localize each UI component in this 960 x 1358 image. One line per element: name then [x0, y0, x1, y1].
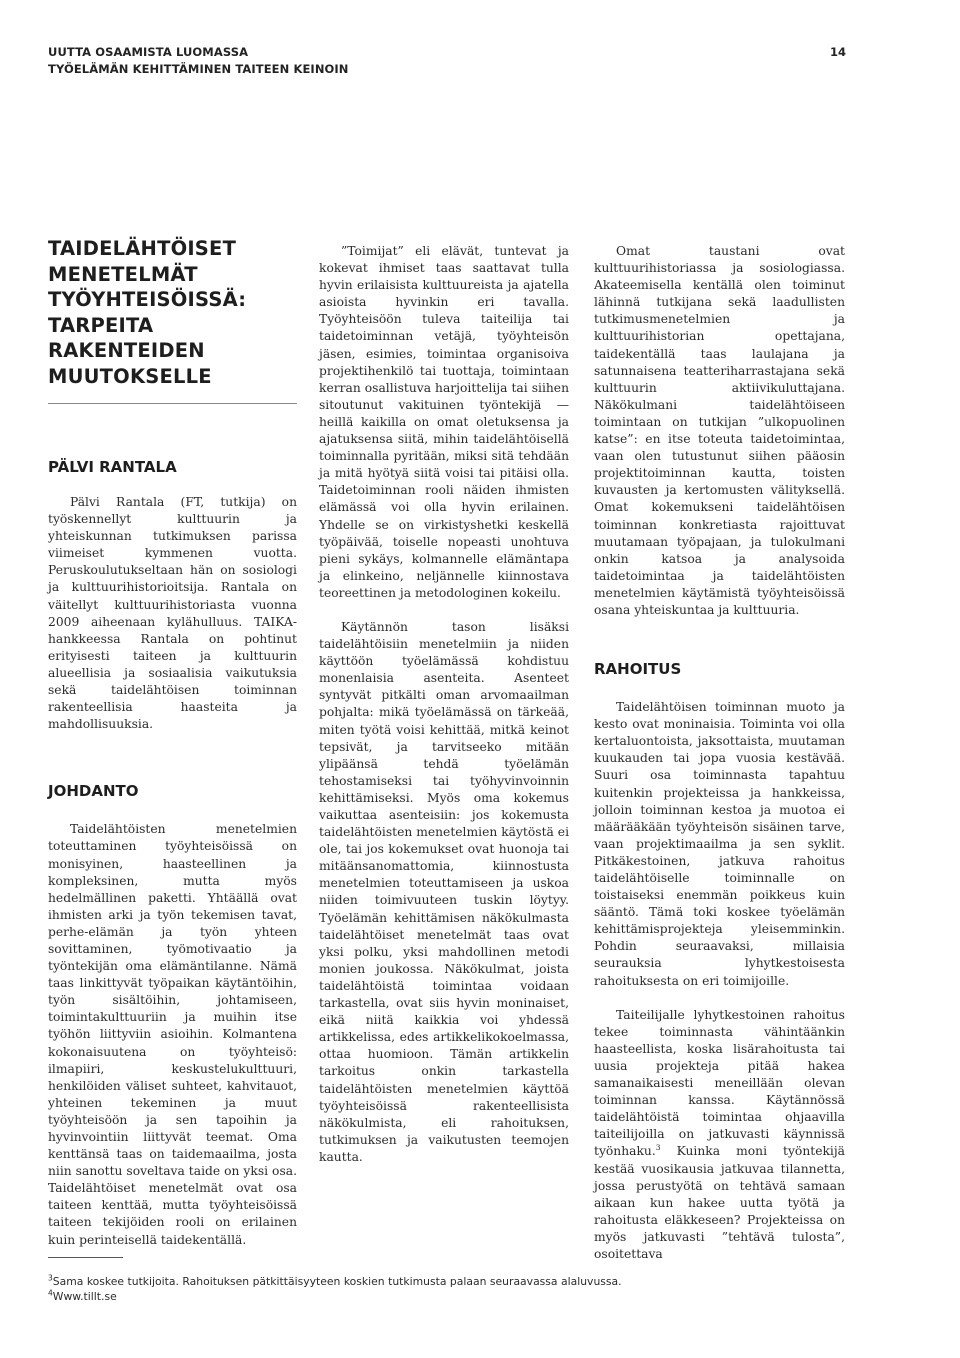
body-paragraph: Omat taustani ovat kulttuurihistoriassa ja sosiologiassa. Akateemisella kentällä olen toiminut lähinnä tutkijana sekä laadullisten tutkimusmenetelmien ja kulttuurihistorian opettajana, taidekentällä taas laulajana ja satunnaisena teatteriharrastajana sekä kulttuurin aktiivikuluttajana. Näkökulmani taidelähtöiseen toimintaan on tutkijan ”ulkopuolinen katse”: en itse toteuta taidetoimintaa, vaan olen tutustunut siihen pääosin projektitoiminnan kautta, toisten kuvausten ja kertomusten välityksellä. Omat kokemukseni taidelähtöisen toiminnan konkretiasta rajoittuvat muutamaan työpajaan, ja tulokulmani onkin katsoa ja analysoida taidetoimintaa ja taidelähtöisten menetelmien käytämistä työyhteisöissä osana yhteiskuntaa ja kulttuuria. — [594, 244, 845, 617]
paragraph-text: Kuinka moni työntekijä kestää vuosikausia jatkuvaa tilannetta, jossa perustyötä on tehtävä samaan aikaan kun hakee uutta työtä ja rahoitusta eläkkeseen? Projekteissa on myös jatkuvasti ”tehtävä tulosta”, osoitettava — [594, 1144, 845, 1261]
paragraph-text: Taiteilijalle lyhytkestoinen rahoitus tekee toiminnasta vähintäänkin haasteellista, koska lisärahoitusta tai uusia projekteja pitää hakea samanaikaisesti meneillään olevan toiminnan kanssa. Käytännössä taidelähtöistä toimintaa ohjaavilla taiteilijoilla on jatkuvasti käynnissä työnhaku. — [594, 1007, 845, 1159]
body-paragraph — [594, 1007, 845, 1263]
running-head-line-1: UUTTA OSAAMISTA LUOMASSA — [48, 45, 249, 59]
footnote-number: 4 — [48, 1288, 53, 1298]
title-line: TYÖYHTEISÖISSÄ: — [48, 288, 247, 311]
body-paragraph: Taidelähtöisten menetelmien toteuttaminen työyhteisöissä on monisyinen, haasteellinen ja kompleksinen, mutta myös hedelmällinen paketti. Yhtäällä ovat ihmisten arki ja työn tekemisen tavat, perhe-elämän ja työn yhteen sovittaminen, työmotivaatio ja työntekijän oma elämäntilanne. Nämä taas linkittyvät työpaikan käytäntöihin, työn sisältöihin, johtamiseen, toimintakulttuuriin ja muihin itse työhön liittyviin asioihin. Kolmantena kokonaisuutena on työyhteisö: ilmapiiri, keskustelukulttuuri, henkilöiden väliset suhteet, kahvitauot, yhteinen tekeminen ja muut työyhteisöön ja sen tapoihin ja hyvinvointiin liittyvät teemat. Oma kenttänsä taas on taidemaailma, josta niin sanottu soveltava taide on yksi osa. Taidelähtöiset menetelmät ovat osa taiteen kenttää, mutta työyhteisöissä taiteen tekijöiden rooli on erilainen kuin perinteisellä taidekentällä. — [48, 822, 297, 1247]
author-name: PÄLVI RANTALA — [48, 458, 177, 476]
title-line: TAIDELÄHTÖISET — [48, 237, 237, 260]
footnote-divider — [48, 1257, 123, 1258]
body-paragraph: ”Toimijat” eli elävät, tuntevat ja kokevat ihmiset taas saattavat tulla hyvin erilaisista kulttuureista ja ajatella asioista hyvinkin eri tavalla. Työyhteisöön tuleva taiteilija tai taidetoiminnan vetäjä, työyhteisön jäsen, esimies, toimintaa organisoiva projektihenkilö tai tuottaja, toimintaan kerran osallistuva harjoittelija tai siihen sitoutunut vakituinen työntekijä — heillä kaikilla on omat oletuksensa ja ajatuksensa siitä, mihin taidelähtöisellä toiminnalla pyritään, miksi sitä tehdään ja mitä hyötyä siitä voisi tai pitäisi olla. Taidetoiminnan rooli näiden ihmisten elämässä voi olla hyvin erilainen. Yhdelle se on virkistyshetki keskellä työpäivää, toiselle nopeasti unohtuva pieni sykäys, kolmannelle elämäntapa ja elinkeino, neljännelle kiinnostava teoreettinen ja metodologinen kokeilu. — [319, 244, 569, 600]
title-line: MUUTOKSELLE — [48, 364, 212, 388]
footnote-3 — [48, 1274, 898, 1289]
footnotes — [48, 1274, 898, 1304]
section-heading-johdanto: JOHDANTO — [48, 782, 139, 801]
title-line: TARPEITA — [48, 313, 154, 337]
column-3 — [594, 243, 845, 1263]
section-heading-rahoitus: RAHOITUS — [594, 660, 682, 679]
body-paragraph: Käytännön tason lisäksi taidelähtöisiin menetelmiin ja niiden käyttöön työelämässä kohdistuu monenlaisia asenteita. Asenteet syntyvät pitkälti oman arvomaailman pohjalta: mikä työelämässä on tärkeää, miten työtä voisi kehittää, mitkä keinot tepsivät, ja tarvitseeko mitään ylipäänsä tehdä työelämän tehostamiseksi tai työhyvinvoinnin kehittämiseksi. Myös oma kokemus vaikuttaa asenteisiin: jos kokemusta taidelähtöisten menetelmien käytöstä ei ole, tai jos kokemukset ovat huonoja tai mitäänsanomattomia, kiinnostusta menetelmien toteuttamiseen ja uskoa niiden toimivuuteen tuskin löytyy. Työelämän kehittämisen näkökulmasta taidelähtöiset menetelmät taas ovat yksi polku, yksi mahdollinen metodi monien joukossa. Näkökulmat, joista taidelähtöistä toimintaa voidaan tarkastella, ovat siis hyvin moninaiset, eikä niitä kaikkia voi yhdessä artikkelissa, edes artikkelikokoelmassa, ottaa huomioon. Tämän artikkelin tarkoitus onkin tarkastella taidelähtöisten menetelmien käyttöä työyhteisöissä rakenteellisista näkökulmista, eli rahoituksen, tutkimuksen ja vaikutusten teemojen kautta. — [319, 619, 569, 1164]
page-number: 14 — [829, 45, 846, 59]
title-line: RAKENTEIDEN — [48, 339, 205, 362]
title-divider — [48, 403, 297, 404]
column-1 — [48, 236, 297, 1249]
author-bio: Pälvi Rantala (FT, tutkija) on työskennellyt kulttuurin ja yhteiskunnan tutkimuksen parissa viimeiset kymmenen vuotta. Peruskoulutukseltaan hän on sosiologi ja kulttuurihistorioitsija. Rantala on väitellyt kulttuurihistoriasta vuonna 2009 aiheenaan kylähulluus. TAIKA-hankkeessa Rantala on pohtinut erityisesti taiteen ja kulttuurin alueellisia ja sosiaalisia vaikutuksia sekä taidelähtöisen toiminnan rakenteellisia haasteita ja mahdollisuuksia. — [48, 495, 297, 732]
body-paragraph: Taidelähtöisen toiminnan muoto ja kesto ovat moninaisia. Toiminta voi olla kertaluontoista, jaksottaista, muutaman kuukauden tai jopa vuosia kestävää. Suuri osa toiminnasta tapahtuu kuitenkin projekteissa ja hankkeissa, jolloin toiminnan kestoa ja muotoa ei määrääkään työyhteisön sisäinen tarve, vaan projektimaailma ja sen syklit. Pitkäkestoinen, jatkuva rahoitus taidelähtöiselle toiminnalle on toistaiseksi enemmän poikkeus kuin sääntö. Tämä toki koskee työelämän kehittämisprojekteja yleisemminkin. Pohdin seuraavaksi, millaisia seurauksia lyhytkestoisesta rahoituksesta on eri toimijoille. — [594, 700, 845, 988]
column-2 — [319, 243, 569, 1166]
footnote-reference: 3 — [655, 1143, 661, 1153]
running-head-line-2: TYÖELÄMÄN KEHITTÄMINEN TAITEEN KEINOIN — [48, 62, 349, 76]
footnote-text: Sama koskee tutkijoita. Rahoituksen pätkittäisyyteen koskien tutkimusta palaan seuraavassa alaluvussa. — [52, 1275, 622, 1288]
running-head — [48, 44, 349, 78]
title-line: MENETELMÄT — [48, 262, 198, 286]
footnote-text: Www.tillt.se — [52, 1290, 117, 1303]
footnote-number: 3 — [48, 1273, 53, 1283]
footnote-4 — [48, 1289, 898, 1304]
article-title — [48, 236, 297, 389]
